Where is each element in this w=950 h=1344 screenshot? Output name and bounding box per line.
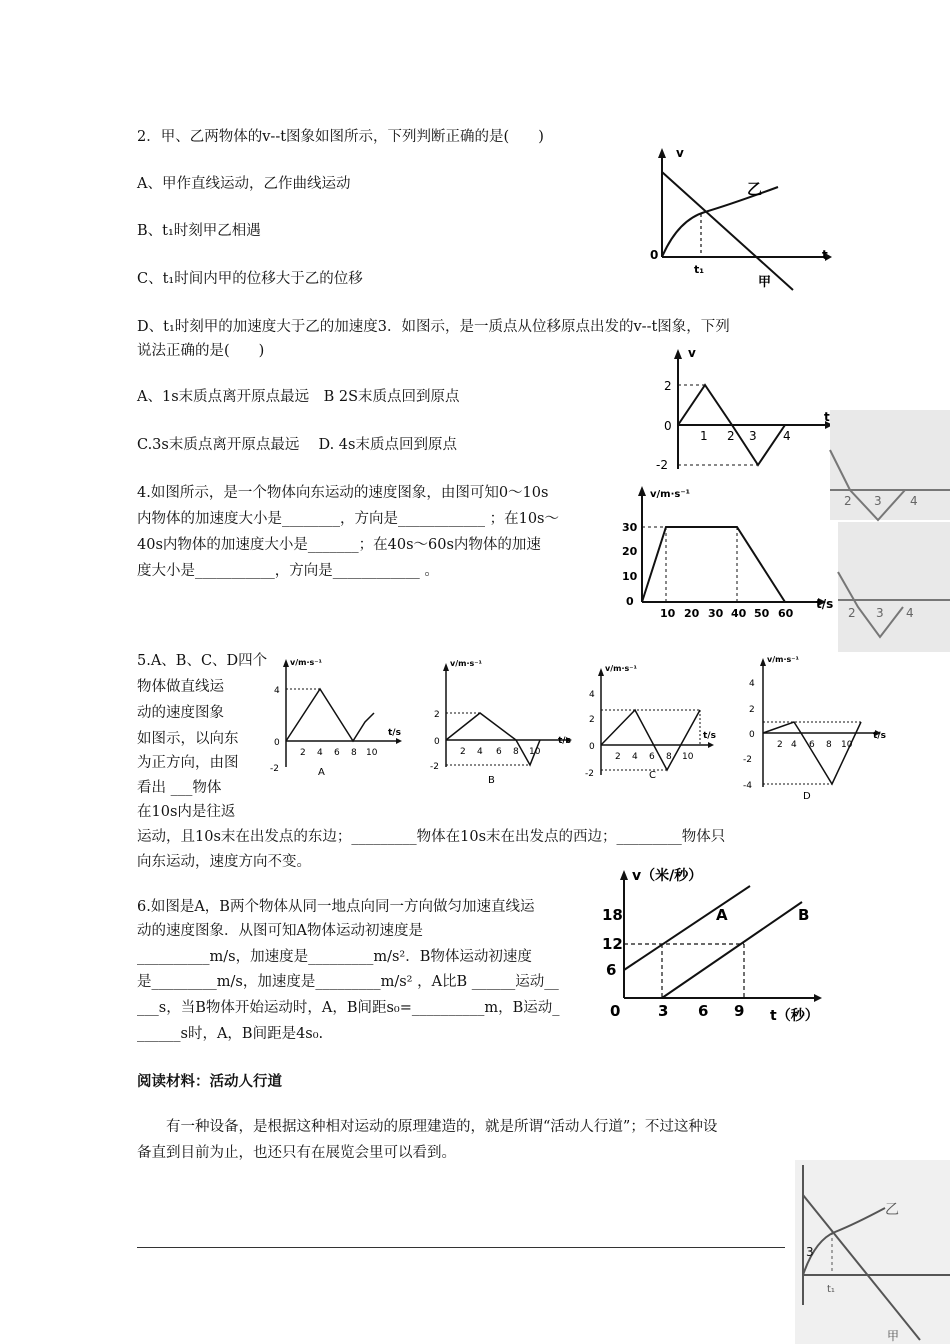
q5-a-x2: 2 <box>300 748 306 758</box>
reading-paragraph-line1: 有一种设备，是根据这种相对运动的原理建造的，就是所谓“活动人行道”；不过这种设 <box>166 1119 718 1135</box>
q3-origin: 0 <box>664 419 672 433</box>
svg-text:3: 3 <box>876 606 884 620</box>
q5-line2: 物体做直线运 <box>137 679 224 695</box>
q2-option-a: A、甲作直线运动，乙作曲线运动 <box>137 176 351 192</box>
q6-ylabel: v（米/秒） <box>632 868 703 884</box>
q6-line-a <box>624 886 750 970</box>
q6-y-6: 6 <box>606 961 617 979</box>
q3-x-4: 4 <box>783 429 791 443</box>
q6-origin: 0 <box>610 1002 621 1020</box>
q5-d-xlabel: t/s <box>873 731 886 741</box>
q5-graph-b <box>428 655 578 785</box>
q6-x-6: 6 <box>698 1002 709 1020</box>
q5-d-y2: 2 <box>749 705 755 715</box>
q6-a-label: A <box>716 906 728 924</box>
q5-line6: 看出 ___物体 <box>137 780 222 796</box>
svg-text:4: 4 <box>906 606 914 620</box>
footer-rule <box>137 1247 785 1248</box>
q4-y-10: 10 <box>622 570 638 583</box>
q5-d-origin: 0 <box>749 730 755 740</box>
q5-b-name: B <box>488 775 495 786</box>
q4-velocity-line <box>642 527 785 602</box>
q3-v-label: v <box>688 346 696 360</box>
q4-y-20: 20 <box>622 545 638 558</box>
q6-graph <box>602 858 832 1030</box>
q5-c-xlabel: t/s <box>703 731 716 741</box>
svg-text:3: 3 <box>874 494 882 508</box>
q5-d-name: D <box>803 791 811 802</box>
q6-line2: 动的速度图象．从图可知A物体运动初速度是 <box>137 923 423 939</box>
q4-y-30: 30 <box>622 521 638 534</box>
q4-line4: 度大小是___________，方向是____________ 。 <box>137 563 439 579</box>
q2-option-b: B、t₁时刻甲乙相遇 <box>137 223 261 239</box>
q2-jia-label: 甲 <box>758 275 772 290</box>
q4-x-30: 30 <box>708 607 724 620</box>
q5-d-y4: 4 <box>749 679 755 689</box>
q5-line7: 在10s内是往返 <box>137 804 236 820</box>
q6-x-3: 3 <box>658 1002 669 1020</box>
q6-line3: __________m/s，加速度是_________m/s²．B物体运动初速度 <box>137 949 532 965</box>
q5-line9: 向东运动，速度方向不变。 <box>137 854 311 870</box>
q5-c-origin: 0 <box>589 742 595 752</box>
q4-x-50: 50 <box>754 607 770 620</box>
q5-b-xlabel: t/s <box>558 736 571 746</box>
svg-text:t₁: t₁ <box>827 1284 835 1295</box>
q5-c-x10: 10 <box>682 752 694 762</box>
scan-fragment-3 <box>795 1160 950 1344</box>
q5-line5: 为正方向，由图 <box>137 755 239 771</box>
q5-a-x10: 10 <box>366 748 378 758</box>
q4-ylabel: v/m·s⁻¹ <box>650 489 690 500</box>
q5-line8: 运动，且10s末在出发点的东边；_________物体在10s末在出发点的西边；_________物体只 <box>137 829 726 845</box>
q5-c-x6: 6 <box>649 752 655 762</box>
q5-c-yn2: -2 <box>585 769 594 779</box>
q5-b-x8: 8 <box>513 747 519 757</box>
q6-y-18: 18 <box>602 906 623 924</box>
q6-line6: ______s时，A，B间距是4s₀. <box>137 1026 324 1042</box>
q2-t1-label: t₁ <box>694 263 705 276</box>
q3-x-1: 1 <box>700 429 708 443</box>
q4-y-0: 0 <box>626 595 634 608</box>
q2-origin: 0 <box>650 248 659 262</box>
q5-graph-d <box>735 652 895 802</box>
q2-graph <box>650 142 835 292</box>
q5-d-x8: 8 <box>826 740 832 750</box>
q6-line1: 6.如图是A，B两个物体从同一地点向同一方向做匀加速直线运 <box>137 899 535 915</box>
q5-c-y2: 2 <box>589 715 595 725</box>
q6-line4: 是_________m/s，加速度是_________m/s² ，A比B ______运动__ <box>137 974 559 990</box>
q4-x-60: 60 <box>778 607 794 620</box>
q2-option-c: C、t₁时间内甲的位移大于乙的位移 <box>137 271 363 287</box>
q5-b-x6: 6 <box>496 747 502 757</box>
q5-d-yn2: -2 <box>743 755 752 765</box>
q3-t-label: t <box>824 410 830 424</box>
q3-y-neg2: -2 <box>656 458 668 472</box>
q5-d-x2: 2 <box>777 740 783 750</box>
svg-text:乙: 乙 <box>885 1202 899 1218</box>
q3-stem-line2: 说法正确的是( ) <box>137 343 265 359</box>
q5-a-ylabel: v/m·s⁻¹ <box>290 658 322 667</box>
svg-text:2: 2 <box>848 606 856 620</box>
q4-line2: 内物体的加速度大小是________，方向是____________ ；在10s～ <box>137 511 559 527</box>
q4-graph <box>620 484 842 629</box>
q5-d-yn4: -4 <box>743 781 752 791</box>
q2-option-d-q3-stem: D、t₁时刻甲的加速度大于乙的加速度3．如图示，是一质点从位移原点出发的v--t图象，下列 <box>137 319 730 335</box>
q4-x-20: 20 <box>684 607 700 620</box>
reading-title: 阅读材料：活动人行道 <box>137 1073 282 1090</box>
q5-b-ylabel: v/m·s⁻¹ <box>450 659 482 668</box>
q5-c-y4: 4 <box>589 690 595 700</box>
q6-x-9: 9 <box>734 1002 745 1020</box>
q3-graph <box>650 345 835 480</box>
q5-b-origin: 0 <box>434 737 440 747</box>
scan-fragment-2 <box>838 522 950 652</box>
q6-b-label: B <box>798 906 810 924</box>
q5-c-x2: 2 <box>615 752 621 762</box>
q5-line1: 5.A、B、C、D四个 <box>137 653 268 669</box>
q2-v-label: v <box>676 146 684 160</box>
q5-b-yn2: -2 <box>430 762 439 772</box>
q5-d-x4: 4 <box>791 740 797 750</box>
q3-y-2: 2 <box>664 379 672 393</box>
svg-text:2: 2 <box>844 494 852 508</box>
q5-d-ylabel: v/m·s⁻¹ <box>767 655 799 664</box>
q5-a-origin: 0 <box>274 738 280 748</box>
q5-c-ylabel: v/m·s⁻¹ <box>605 664 637 673</box>
q5-b-x10: 10 <box>529 747 541 757</box>
q5-line4: 如图示，以向东 <box>137 731 239 747</box>
q5-b-x2: 2 <box>460 747 466 757</box>
reading-paragraph-line2: 备直到目前为止，也还只有在展览会里可以看到。 <box>137 1145 456 1161</box>
q2-t-label: t <box>822 248 828 262</box>
q4-xlabel: t/s <box>816 597 834 611</box>
q5-a-x6: 6 <box>334 748 340 758</box>
q5-line3: 动的速度图象 <box>137 705 224 721</box>
q4-line3: 40s内物体的加速度大小是_______；在40s～60s内物体的加速 <box>137 537 541 553</box>
q5-d-x6: 6 <box>809 740 815 750</box>
q5-a-name: A <box>318 767 325 778</box>
q4-line1: 4.如图所示，是一个物体向东运动的速度图象，由图可知0～10s <box>137 485 549 501</box>
q5-a-y4: 4 <box>274 686 280 696</box>
q2-stem: 2．甲、乙两物体的v--t图象如图所示，下列判断正确的是( ) <box>137 129 544 145</box>
q5-graph-c <box>583 660 733 790</box>
q5-a-x8: 8 <box>351 748 357 758</box>
q6-line-b <box>662 902 802 998</box>
q5-a-yn2: -2 <box>270 764 279 774</box>
q5-a-x4: 4 <box>317 748 323 758</box>
svg-text:4: 4 <box>910 494 918 508</box>
q5-c-x4: 4 <box>632 752 638 762</box>
q3-options-cd: C.3s末质点离开原点最远 D. 4s末质点回到原点 <box>137 437 457 453</box>
svg-text:甲: 甲 <box>887 1329 900 1343</box>
q6-y-12: 12 <box>602 935 623 953</box>
scan-fragment-1 <box>830 410 950 520</box>
q6-xlabel: t（秒） <box>770 1008 819 1024</box>
q6-line5: ___s，当B物体开始运动时，A，B间距s₀=__________m，B运动_ <box>137 1000 560 1016</box>
q5-d-x10: 10 <box>841 740 853 750</box>
q5-a-xlabel: t/s <box>388 728 401 738</box>
q3-options-ab: A、1s末质点离开原点最远 B 2S末质点回到原点 <box>137 389 460 405</box>
q5-c-x8: 8 <box>666 752 672 762</box>
q5-b-x4: 4 <box>477 747 483 757</box>
q5-c-name: C <box>649 770 656 781</box>
q2-yi-label: 乙 <box>747 180 763 198</box>
q3-x-2: 2 <box>727 429 735 443</box>
q3-x-3: 3 <box>749 429 757 443</box>
q5-b-y2: 2 <box>434 710 440 720</box>
page-number: 3 <box>806 1245 814 1259</box>
q5-graph-a <box>268 655 408 785</box>
q4-x-10: 10 <box>660 607 676 620</box>
q4-x-40: 40 <box>731 607 747 620</box>
